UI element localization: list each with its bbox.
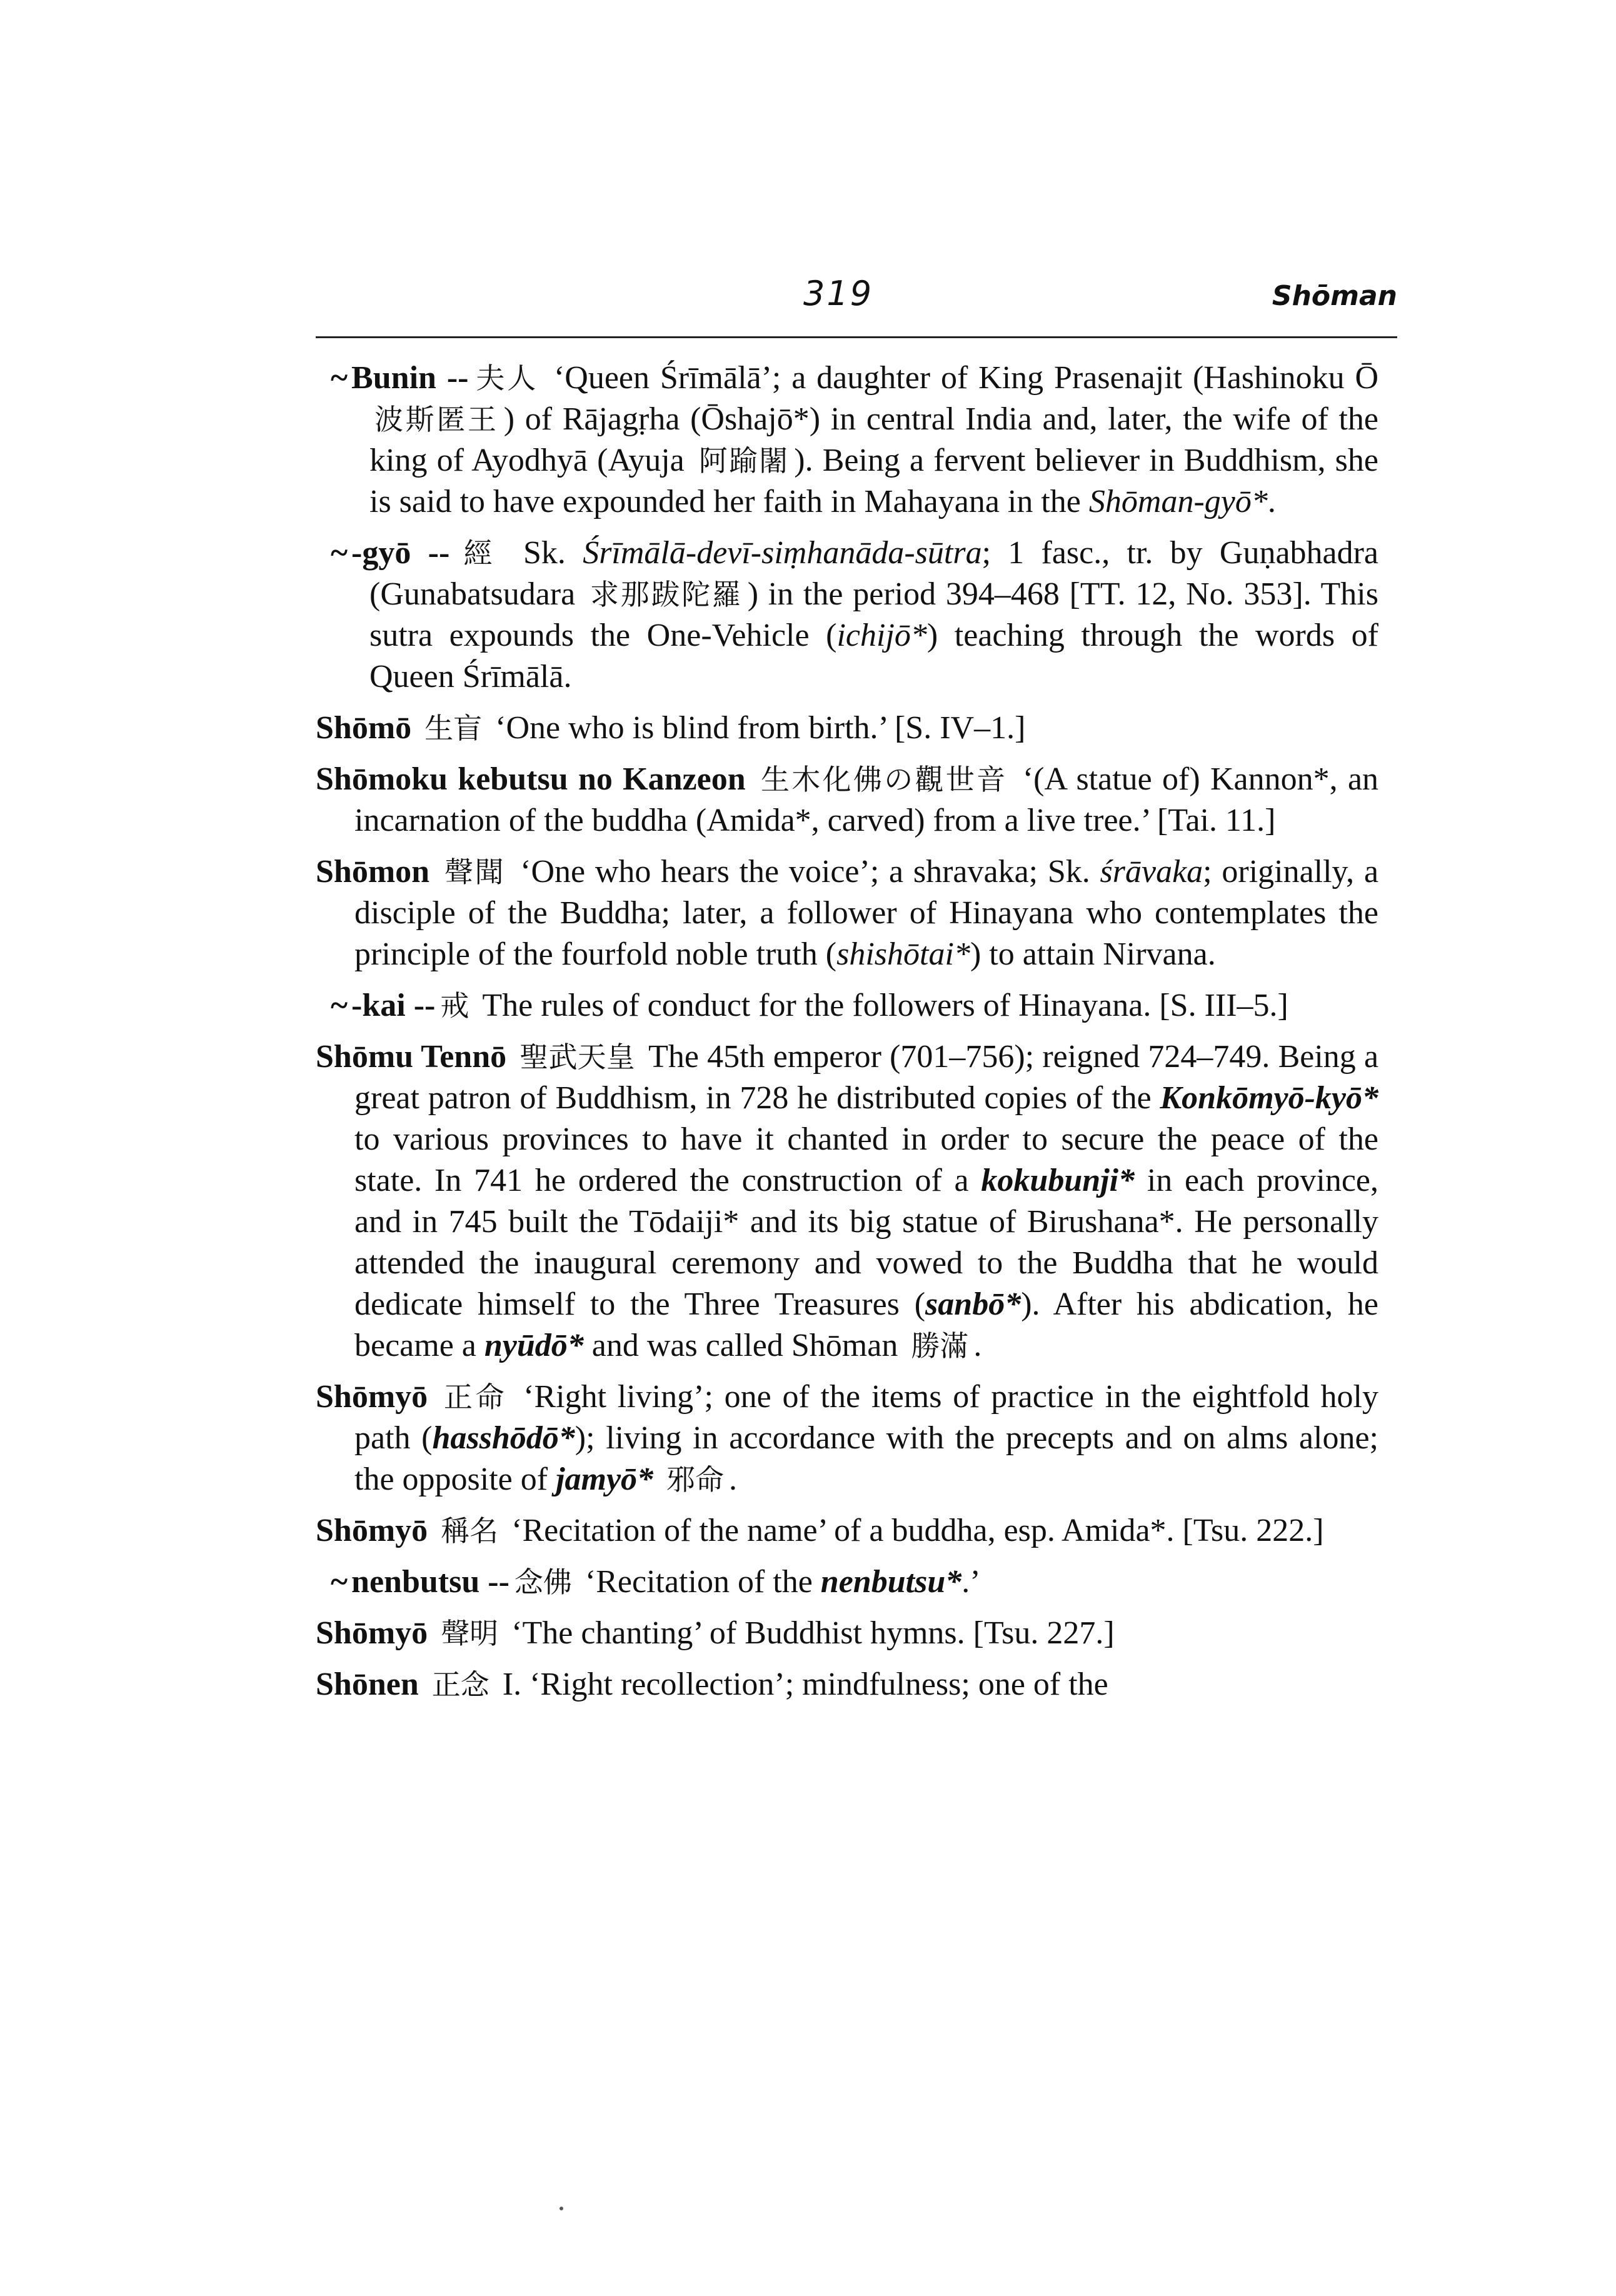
italic-term: śrāvaka [1100,854,1203,890]
italic-term: Shōman-gyō* [1088,484,1268,519]
repeat-tilde: ~ [331,1564,348,1600]
repeat-dash: -- [428,535,450,571]
entry-list [316,358,1378,1715]
italic-term: ichijō* [836,618,927,653]
inline-kanji: 邪命 [666,1463,725,1496]
italic-term: Konkōmyō-kyō* [1160,1080,1378,1116]
definition-text: ‘The chanting’ of Buddhist hymns. [Tsu. 227.] [511,1615,1115,1651]
sub-entry [331,1562,1378,1603]
headword-kanji: 正念 [431,1668,489,1702]
definition-text: ‘One who is blind from birth.’ [S. IV–1.] [495,710,1026,746]
running-head: Shōman [1272,280,1397,312]
definition-text: to various provinces to have it chanted in order to secure the peace of the state. In 741 he ordered the construction of a [354,1121,1378,1198]
stray-mark [560,2207,563,2210]
headword-kanji: 聖武天皇 [519,1040,635,1074]
italic-term: jamyō* [556,1461,654,1497]
headword: -kai [351,988,406,1023]
page-header [316,268,1397,336]
definition-text: . [1267,484,1276,519]
definition-text: ‘Right living’; one of the items of practice in the eightfold holy path ( [354,1379,1378,1456]
dictionary-entry [316,708,1378,749]
headword: -gyō [351,535,411,571]
definition-text: . [973,1328,982,1363]
italic-term: Śrīmālā-devī-siṃhanāda-sūtra [583,535,982,571]
inline-kanji: 求那跋陀羅 [590,578,743,611]
headword: Shōmoku kebutsu no Kanzeon [316,761,746,797]
italic-term: nenbutsu* [820,1564,962,1600]
repeat-dash: -- [488,1564,509,1600]
definition-text: ); living in accordance with the precepts and on alms alone; the opposite of [354,1420,1378,1497]
headword-kanji: 聲聞 [444,855,506,889]
inline-kanji: 波斯匿王 [374,403,499,436]
repeat-tilde: ~ [331,535,348,571]
headword-kanji: 生盲 [424,711,483,745]
headword-kanji: 戒 [440,989,469,1023]
definition-text: ). Being a fervent believer in Buddhism, she is said to have expounded her faith in Mahayana in the [369,443,1378,519]
definition-text: The rules of conduct for the followers of Hinayana. [S. III–5.] [482,988,1288,1023]
definition-text: ‘(A statue of) Kannon*, an incarnation of the buddha (Amida*, carved) from a live tree.’ [Tai. 11.] [354,761,1379,838]
italic-term: nyūdō* [484,1328,584,1363]
headword: Bunin [351,360,436,396]
headword: Shōmon [316,854,430,890]
headword: Shōmyō [316,1513,428,1548]
definition-text: ) teaching through the words of Queen Śrīmālā. [369,618,1378,694]
headword: Shōmō [316,710,412,746]
header-rule [316,336,1397,338]
definition-text: . [729,1461,738,1497]
dictionary-entry [316,1613,1378,1654]
definition-text: ; originally, a disciple of the Buddha; later, a follower of Hinayana who contemplates the principle of the fourfold noble truth ( [354,854,1379,972]
headword: nenbutsu [351,1564,480,1600]
headword: Shōmu Tennō [316,1039,507,1075]
headword-kanji: 生木化佛の觀世音 [760,763,1008,796]
headword: Shōmyō [316,1379,428,1415]
inline-kanji: 阿踰闍 [698,444,790,478]
definition-text: .’ [961,1564,981,1600]
repeat-dash: -- [446,360,469,396]
headword-kanji: 念佛 [514,1565,572,1599]
definition-text [653,1461,661,1497]
dictionary-entry [316,1510,1378,1552]
sub-entry [331,358,1378,523]
definition-text: ‘Recitation of the [585,1564,821,1600]
repeat-tilde: ~ [331,360,348,396]
headword-kanji: 經 [454,536,501,570]
headword-kanji: 稱名 [441,1514,499,1548]
dictionary-entry [316,851,1378,975]
italic-term: shishōtai* [836,936,970,972]
definition-text: and was called Shōman [583,1328,906,1363]
headword-kanji: 正命 [443,1380,508,1414]
dictionary-entry [316,1664,1378,1705]
dictionary-entry [316,1036,1378,1366]
definition-text: ‘One who hears the voice’; a shravaka; Sk. [520,854,1100,890]
definition-text: ; 1 fasc., tr. by Guṇabhadra (Gunabatsudara [369,535,1379,612]
dictionary-entry [316,1376,1378,1500]
italic-term: hasshōdō* [432,1420,575,1456]
headword-kanji: 聲明 [441,1617,499,1650]
definition-text: ) in the period 394–468 [TT. 12, No. 353]. This sutra expounds the One-Vehicle ( [369,576,1378,653]
sub-entry [331,533,1378,698]
headword-kanji: 夫人 [473,361,539,395]
inline-kanji: 勝滿 [911,1329,969,1363]
definition-text: ). After his abdication, he became a [354,1286,1378,1363]
repeat-dash: -- [413,988,436,1023]
headword: Shōmyō [316,1615,428,1651]
definition-text: ‘Recitation of the name’ of a buddha, esp. Amida*. [Tsu. 222.] [511,1513,1324,1548]
headword: Shōnen [316,1667,419,1702]
italic-term: kokubunji* [981,1163,1135,1198]
repeat-tilde: ~ [331,988,348,1023]
definition-text: ) to attain Nirvana. [970,936,1216,972]
sub-entry [331,985,1378,1026]
definition-text: I. ‘Right recollection’; mindfulness; one of the [502,1667,1108,1702]
definition-text: ‘Queen Śrīmālā’; a daughter of King Prasenajit (Hashinoku Ō [553,360,1379,396]
page-number: 319 [803,274,874,313]
dictionary-entry [316,759,1378,841]
definition-text: Sk. [523,535,583,571]
definition-text: in each province, and in 745 built the Tōdaiji* and its big statue of Birushana*. He personally attended the inaugural ceremony and vowed to the Buddha that he would dedicate himself to the Three Treasures ( [354,1163,1378,1322]
definition-text: ) of Rājagṛha (Ōshajō*) in central India and, later, the wife of the king of Ayodhyā (Ayuja [369,401,1378,478]
italic-term: sanbō* [925,1286,1021,1322]
definition-text: The 45th emperor (701–756); reigned 724–749. Being a great patron of Buddhism, in 728 he distributed copies of the [354,1039,1379,1116]
